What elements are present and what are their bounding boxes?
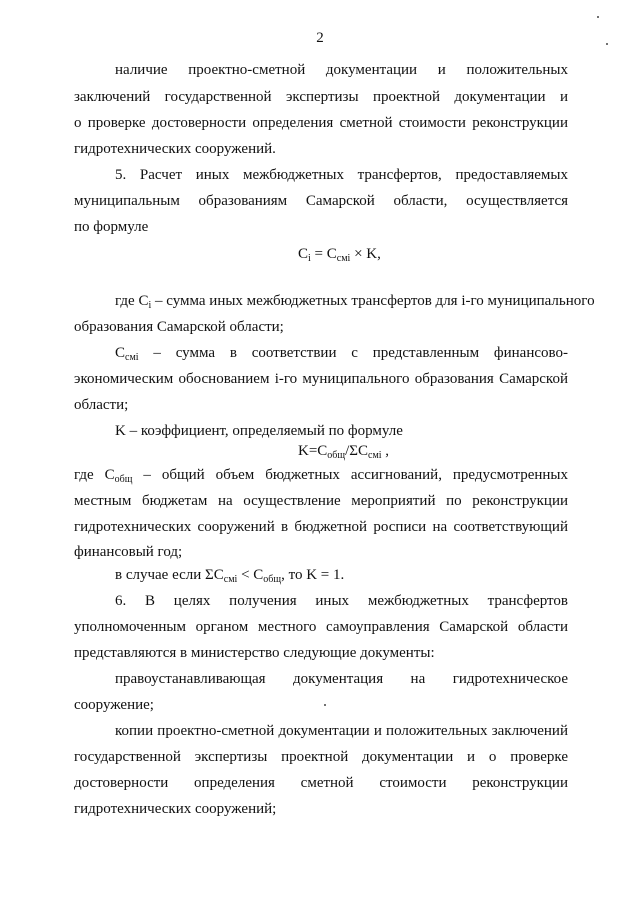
paragraph-line: заключений государственной экспертизы проектной документации и xyxy=(74,89,568,105)
paragraph-line: уполномоченным органом местного самоуправления Самарской области xyxy=(74,619,568,635)
paragraph-line: 6. В целях получения иных межбюджетных трансфертов xyxy=(115,593,568,609)
page-number: 2 xyxy=(316,30,324,46)
paragraph-line: государственной экспертизы проектной документации и о проверке xyxy=(74,749,568,765)
paragraph-line: по формуле xyxy=(74,219,149,235)
scan-speck xyxy=(597,16,599,18)
paragraph-line: 5. Расчет иных межбюджетных трансфертов, предоставляемых xyxy=(115,167,568,183)
paragraph-line: копии проектно-сметной документации и положительных заключений xyxy=(115,723,568,739)
formula-ci: $C_i = C_{смi} \times K$, xyxy=(298,246,381,264)
paragraph-line: представляются в министерство следующие документы: xyxy=(74,645,435,661)
paragraph-line: в случае если $\Sigma C_{смi} < C_{общ}$, то K = 1. xyxy=(115,567,345,585)
paragraph-line: финансовый год; xyxy=(74,544,183,560)
paragraph-line: о проверке достоверности определения сметной стоимости реконструкции xyxy=(74,115,568,131)
paragraph-line: правоустанавливающая документация на гидротехническое xyxy=(115,671,568,687)
paragraph-line: сооружение; xyxy=(74,697,154,713)
paragraph-line: муниципальным образованиям Самарской области, осуществляется xyxy=(74,193,568,209)
paragraph-line: достоверности определения сметной стоимости реконструкции xyxy=(74,775,568,791)
paragraph-line: гидротехнических сооружений. xyxy=(74,141,276,157)
paragraph-line: гидротехнических сооружений; xyxy=(74,801,277,817)
paragraph-line: экономическим обоснованием i-го муниципального образования Самарской xyxy=(74,371,568,387)
paragraph-line: гидротехнических сооружений в бюджетной росписи на соответствующий xyxy=(74,519,568,535)
paragraph-line: образования Самарской области; xyxy=(74,319,284,335)
scan-speck xyxy=(606,43,608,45)
paragraph-line: K – коэффициент, определяемый по формуле xyxy=(115,423,403,439)
paragraph-line: наличие проектно-сметной документации и положительных xyxy=(115,62,568,78)
paragraph-line: местным бюджетам на осуществление мероприятий по реконструкции xyxy=(74,493,568,509)
paragraph-line: $C_{смi}$ – сумма в соответствии с представленным финансово- xyxy=(115,345,568,363)
paragraph-line: где $C_i$ – сумма иных межбюджетных трансфертов для i-го муниципального xyxy=(115,293,595,311)
paragraph-line: где $C_{общ}$ – общий объем бюджетных ассигнований, предусмотренных xyxy=(74,467,569,485)
formula-k: $K=C_{общ}/\Sigma C_{смi}$ , xyxy=(298,443,390,461)
paragraph-line: области; xyxy=(74,397,129,413)
